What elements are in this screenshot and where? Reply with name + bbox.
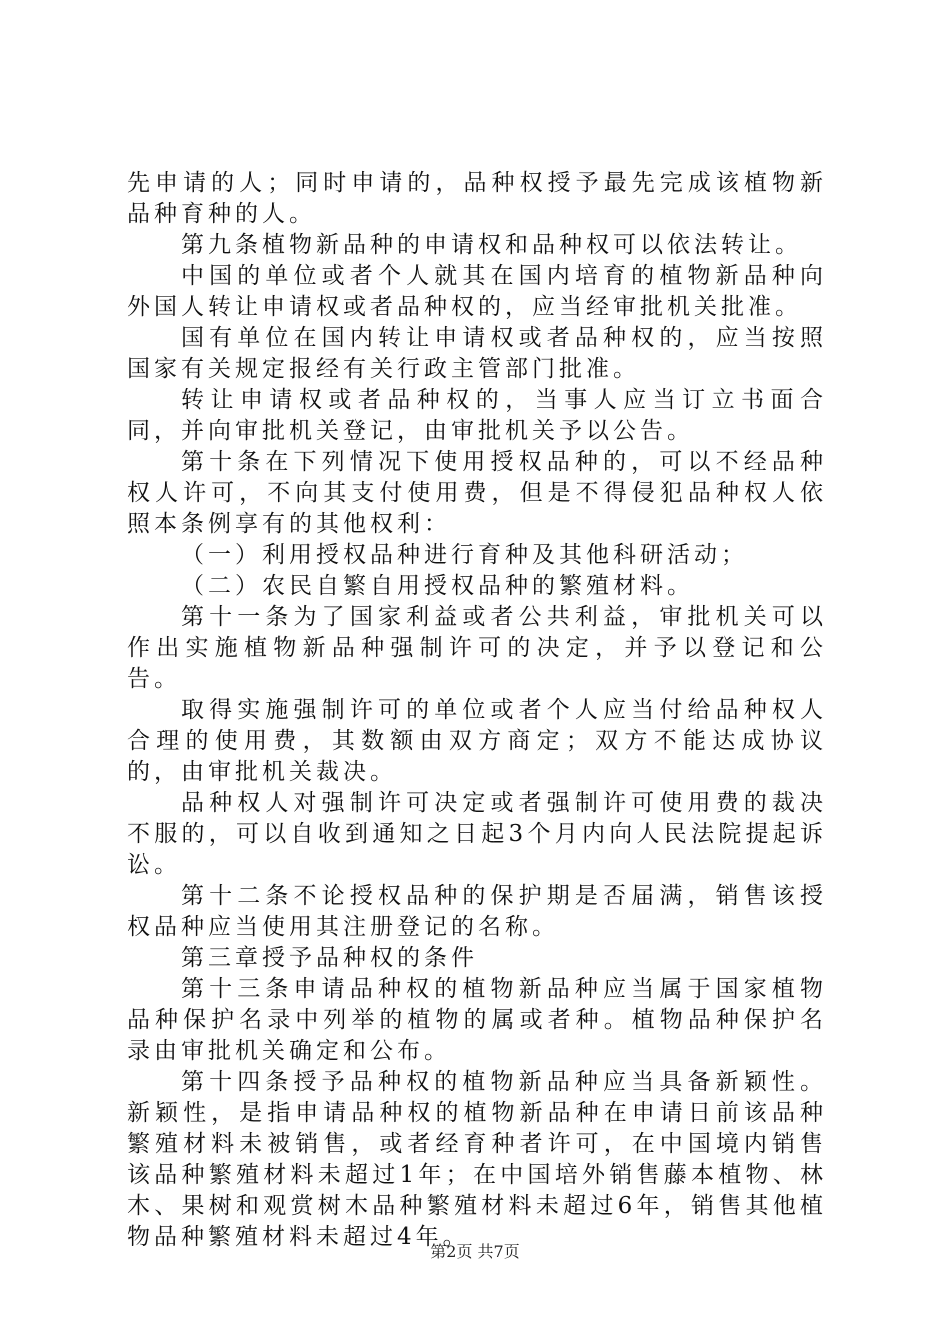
paragraph: 第十四条授予品种权的植物新品种应当具备新颖性。新颖性，是指申请品种权的植物新品种在申请日前该品种繁殖材料未被销售，或者经育种者许可，在中国境内销售该品种繁殖材料未超过1年；在中国培外销售藤本植物、林木、果树和观赏树木品种繁殖材料未超过6年，销售其他植物品种繁殖材料未超过4年。: [127, 1069, 827, 1250]
paragraph: 取得实施强制许可的单位或者个人应当付给品种权人合理的使用费，其数额由双方商定；双方不能达成协议的，由审批机关裁决。: [127, 697, 827, 785]
paragraph: 转让申请权或者品种权的，当事人应当订立书面合同，并向审批机关登记，由审批机关予以公告。: [127, 387, 827, 444]
paragraph: 品种权人对强制许可决定或者强制许可使用费的裁决不服的，可以自收到通知之日起3个月内向人民法院提起诉讼。: [127, 790, 827, 878]
paragraph: 先申请的人；同时申请的，品种权授予最先完成该植物新品种育种的人。: [127, 170, 827, 227]
paragraph: 第九条植物新品种的申请权和品种权可以依法转让。: [181, 232, 802, 258]
paragraph: 第十三条申请品种权的植物新品种应当属于国家植物品种保护名录中列举的植物的属或者种。植物品种保护名录由审批机关确定和公布。: [127, 976, 827, 1064]
paragraph: （二）农民自繁自用授权品种的繁殖材料。: [181, 573, 694, 599]
paragraph: 第十一条为了国家利益或者公共利益，审批机关可以作出实施植物新品种强制许可的决定，并予以登记和公告。: [127, 604, 827, 692]
chapter-heading: 第三章授予品种权的条件: [181, 945, 478, 971]
paragraph: 第十二条不论授权品种的保护期是否届满，销售该授权品种应当使用其注册登记的名称。: [127, 883, 827, 940]
document-body: [127, 168, 827, 1253]
paragraph: 第十条在下列情况下使用授权品种的，可以不经品种权人许可，不向其支付使用费，但是不得侵犯品种权人依照本条例享有的其他权利：: [127, 449, 827, 537]
paragraph: 国有单位在国内转让申请权或者品种权的，应当按照国家有关规定报经有关行政主管部门批准。: [127, 325, 827, 382]
paragraph: 中国的单位或者个人就其在国内培育的植物新品种向外国人转让申请权或者品种权的，应当经审批机关批准。: [127, 263, 827, 320]
page-number-footer: 第2页 共7页: [430, 1242, 520, 1261]
paragraph: （一）利用授权品种进行育种及其他科研活动；: [181, 542, 748, 568]
